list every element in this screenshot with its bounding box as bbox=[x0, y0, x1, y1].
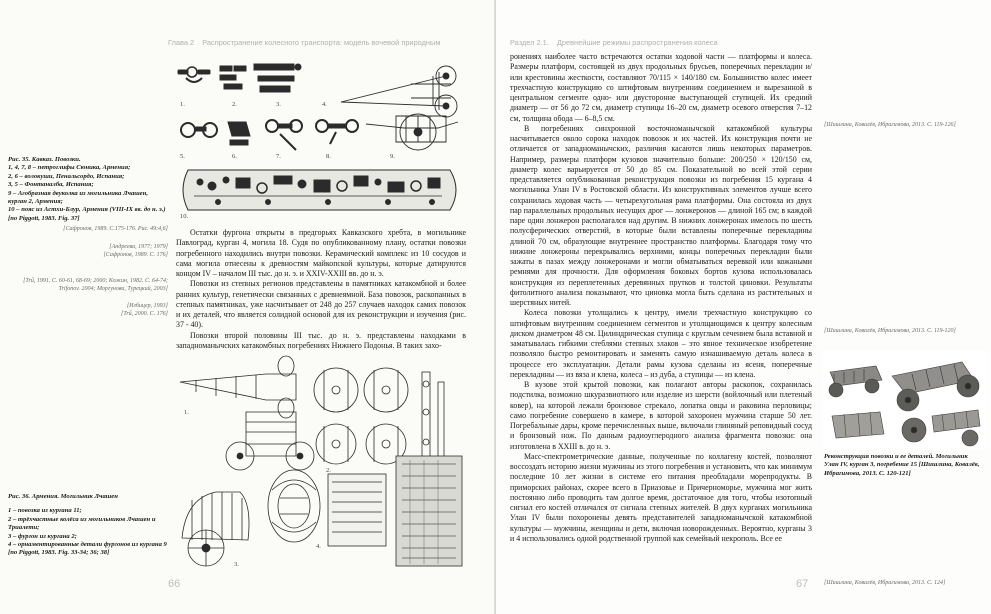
reconstruction-drawing bbox=[822, 350, 987, 450]
fig35-num-3: 3. bbox=[276, 101, 281, 108]
right-page bbox=[496, 0, 991, 614]
decorated-belt-10 bbox=[183, 170, 456, 210]
fig35-num-1: 1. bbox=[180, 101, 185, 108]
fig36-drawing bbox=[176, 352, 468, 574]
left-body-text bbox=[176, 228, 466, 351]
fig36-num-4: 4. bbox=[316, 543, 321, 550]
fig35-ref: [Сафронов, 1989. С.175-176. Рис. 49:4,6] bbox=[63, 226, 168, 232]
fig35-line-3: 3, 5 – Фонтаналба, Испания; bbox=[8, 181, 94, 189]
running-head-title: Древнейшие режимы распространения колеса bbox=[556, 38, 718, 47]
right-body-text bbox=[510, 52, 812, 544]
fig35-line-2: 2, 6 – волокуши, Пенальсордо, Испания; bbox=[8, 172, 125, 180]
fig36-lchashen bbox=[176, 352, 468, 574]
fig36-caption bbox=[8, 493, 168, 558]
fig35-num-7: 7. bbox=[276, 153, 281, 160]
left-paragraph-1: Остатки фургона открыты в предгорьях Кавказского хребта, в могильнике Павлоград, курган 4, могила 18. Судя по опубликованному плану, остатки повозки погребенного находились внутри повозки. Керамический комплекс из 10 сосудов и сама могила отнесены к древностям майкопской культуры, которые датируются концом IV – началом III тыс. до н. э. и XXIV-XXIII вв. до н. э. bbox=[176, 228, 466, 278]
ref-shishlina-1: [Шишлина, Ковалёв, Ибрагимова, 2013. С. 119-126] bbox=[824, 122, 956, 128]
fig35-line-5: 10 – пояс из Астхи-Блур, Армения (VIII-IX вв. до н. э.) [по Piggott, 1983. Fig. 37] bbox=[8, 206, 166, 222]
fig35-drawing bbox=[176, 60, 466, 220]
fig35-num-4: 4. bbox=[322, 101, 327, 108]
fig36-num-2: 2. bbox=[326, 467, 331, 474]
cart-drawing-1 bbox=[180, 356, 314, 470]
right-paragraph-1: ронениях наиболее часто встречаются остатки ходовой части — платформы и колеса. Размеры платформ, состоящей из двух продольных брусьев, поперечных перекладин и/или крестовины жесткости, составляют 70/115 × 140/180 см. Большинство колес имеет трехчастную конструкцию со штифтовым внутренним соединением и вырезанной в центральном сегменте одно- или двусторонне выступающей ступицей. Их средний диаметр — от 56 до 72 см, диаметр ступицы 16–20 см, диаметр осевого отверстия 7–12 см, толщина обода — 6–8,5 см. bbox=[510, 52, 812, 123]
fig36-line-1: 1 – повозка из кургана 11; bbox=[8, 507, 82, 515]
left-paragraph-3: Повозки второй половины III тыс. до н. э. представлены находками в западноманычских катакомбных погребениях Нижнего Подонья. В таких захо- bbox=[176, 330, 466, 350]
ref-safronov: [Сафронов, 1989. С. 176] bbox=[103, 252, 168, 258]
ornament-details-4 bbox=[268, 456, 462, 566]
running-head-left bbox=[168, 38, 440, 47]
fig35-num-5: 5. bbox=[180, 153, 185, 160]
fig35-num-9: 9. bbox=[390, 153, 395, 160]
fig35-num-8: 8. bbox=[326, 153, 331, 160]
running-head-chapter: Глава 2 bbox=[168, 38, 195, 47]
photo-caption: Реконструкция повозки и ее деталей. Могильник Улан IV, курган 3, погребение 15 [Шишлина, Ковалёв, Ибрагимова, 2013. С. 120-121] bbox=[824, 453, 980, 477]
ref-andreeva: [Андреева, 1977; 1979] bbox=[109, 244, 168, 250]
petroglyph-6 bbox=[228, 122, 250, 145]
fig35-caption bbox=[8, 156, 168, 223]
petroglyph-8 bbox=[316, 120, 358, 144]
fig36-num-1: 1. bbox=[184, 409, 189, 416]
fig35-petroglyphs bbox=[176, 60, 466, 220]
right-paragraph-2: В погребениях синхронной восточноманычской катакомбной культуры насчитывается около сорока находок повозок и их частей. Их конструкция почти не отличается от западноманычских, различия касаются лишь некоторых параметров. Например, размеры платформ кузовов значительно больше: 200/250 × 120/150 см, диаметр колес варьируется от 50 до 85 см. Показательной во всей этой серии представляется опубликованная реконструкция повозки из погребения 15 кургана 4 могильника Улан IV в Ростовской области. Из конструктивных элементов лучше всего сохранилась ходовая часть — четырехугольная рама платформы. Она состояла из двух пар параллельных продольных несущих дрог — лонжеронов — длиной 165 см; в каждой паре один лонжерон располагался над другим. В нижних лонжеронах имелось по шесть полусферических отверстий, в которые были вставлены поперечные перекладины длиной 70 см, образующие внутреннее пространство платформы. Благодаря тому что нижние лонжероны перекрывались верхними, концы поперечных перекладин были зажаты в пазах между лонжеронами и могли обматываться веревкой или кожаными ремнями для прочности. Для оформления боковых бортов кузова использовалась конструкция из переплетенных деревянных прутков и толстой циновки. Результаты фитолитного анализа показывают, что циновка могла быть сделана из растительных и шерстяных нитей. bbox=[510, 123, 812, 307]
fig36-title: Рис. 36. Армения. Могильник Лчашен bbox=[8, 493, 118, 500]
ref-shishlina-2: [Шишлина, Ковалёв, Ибрагимова, 2013. С. 119-120] bbox=[824, 328, 956, 334]
cart-drawing-4 bbox=[341, 66, 457, 117]
ref-shishlina-3: [Шишлина, Ковалёв, Ибрагимова, 2013. С. 124] bbox=[824, 580, 946, 586]
fig35-line-4: 9 – Агобразная двуколка из могильника Лчашен, курган 2, Армения; bbox=[8, 189, 149, 206]
petroglyph-2 bbox=[220, 66, 246, 89]
running-head-section: Раздел 2.1. bbox=[510, 38, 549, 47]
fig35-num-6: 6. bbox=[232, 153, 237, 160]
ref-tru: [Trű, 2000. С. 176] bbox=[120, 311, 168, 317]
petroglyph-7 bbox=[266, 120, 302, 150]
wagon-platform-3 bbox=[832, 412, 884, 438]
left-paragraph-2: Повозки из степных регионов представлены в памятниках катакомбной и более ранних культур, генетически связанных с древнеямной. База повозок, раскопанных в степных памятниках, уже насчитывает от 248 до 257 случаев находок самих повозок и их деталей, что является солидной основой для их реконструкции и изучения (рис. 37 - 40). bbox=[176, 279, 466, 330]
fig36-line-4: 4 – орнаментированные детали фургонов из кургана 9 [по Piggott, 1983. Fig. 33-34; 36; 38] bbox=[8, 541, 167, 557]
tripartite-wheels-2 bbox=[314, 368, 444, 464]
fig35-num-10: 10. bbox=[180, 213, 189, 220]
running-head-title: Распространение колесного транспорта: модель вочевой природным bbox=[202, 38, 441, 47]
page-number-left: 66 bbox=[168, 578, 181, 590]
right-paragraph-3: Колеса повозки утолщались к центру, имели трехчастную конструкцию со штифтовым внутренним соединением сегментов и утолщающимся к центру колесным диском диаметром 48 см. Цилиндрическая ступица с круглым сечением была вставной и заматывалась гибкими стеблями степных злаков – это явное техническое изобретение позволяло быстро ремонтировать и заменять самую изнашиваемую деталь колеса в процессе его эксплуатации. Детали рамы кузова сделаны из ясеня, поперечные перекладины — из вяза и клена, колеса – из дуба, а ступицы — из клена. bbox=[510, 308, 812, 379]
petroglyph-3 bbox=[254, 64, 301, 92]
fig35-num-2: 2. bbox=[232, 101, 237, 108]
fig36-num-3: 3. bbox=[234, 561, 239, 568]
right-paragraph-5: Масс-спектрометрические данные, полученные по коллагену костей, позволяют воссоздать историю жизни мужчины из этого погребения и установить, что как минимум последние 10 лет жизни в системе его питания преобладали морепродукты. В приморских районах, скорее всего в Приазовье и Причерноморье, мужчина мог жить постоянно либо проводить там долгое время, достаточное для того, чтобы изотопный сигнал его костей отличался от сигнала степных жителей. В двух курганах могильника Улан IV были похоронены девять представителей западноманычской катакомбной культуры — мужчины, женщины и дети, включая новорожденных. Вероятно, курганы 3 и 4 использовались одной родственной группой как семейный некрополь. Все ее bbox=[510, 451, 812, 543]
page-number-right: 67 bbox=[796, 578, 809, 590]
running-head-right bbox=[510, 38, 718, 47]
right-paragraph-4: В кузове этой крытой повозки, как полагают авторы раскопок, сохранилась подстилка, возможно шкуразвиотного или изделие из шерсти (войлочный или плетеный ковер), на которой лежали бронзовое стрекало, лопатка овцы и раковина перловицы; само погребение совершено в камере, в которой захоронен мужчина старше 50 лет. Погребальные дары, кроме перечисленных выше, включали глиняный реповидный сосуд и бронзовый нож. По данным радиоуглеродного анализа фрагмента повозки: она изготовлена в XXIII в. до н. э. bbox=[510, 380, 812, 451]
ref-izbitser: [Избицер, 1993] bbox=[126, 303, 168, 309]
fig35-title: Рис. 35. Кавказ. Повозки. bbox=[8, 156, 81, 163]
left-page bbox=[0, 0, 495, 614]
wagon-drawing-3 bbox=[182, 492, 249, 566]
petroglyph-5 bbox=[181, 123, 217, 137]
fig36-line-2: 2 – трёхчастные колёса из могильников Лчашен и Триалети; bbox=[8, 515, 156, 532]
cart-drawing-9 bbox=[366, 114, 458, 150]
fig35-line-1: 1, 4, 7, 8 – петроглифы Сюника, Армения; bbox=[8, 164, 131, 172]
petroglyph-1 bbox=[178, 67, 210, 82]
ref-trifonov: [Trű, 1991. С. 60-61, 68-69; 2000; Кожин, 1982. С. 64-74; Trifonov. 2004; Моргунова, Турецкий, 2003] bbox=[23, 278, 168, 292]
fig36-line-3: 3 – фургон из кургана 2; bbox=[8, 532, 77, 540]
wagon-reconstruction-photo bbox=[822, 350, 987, 450]
